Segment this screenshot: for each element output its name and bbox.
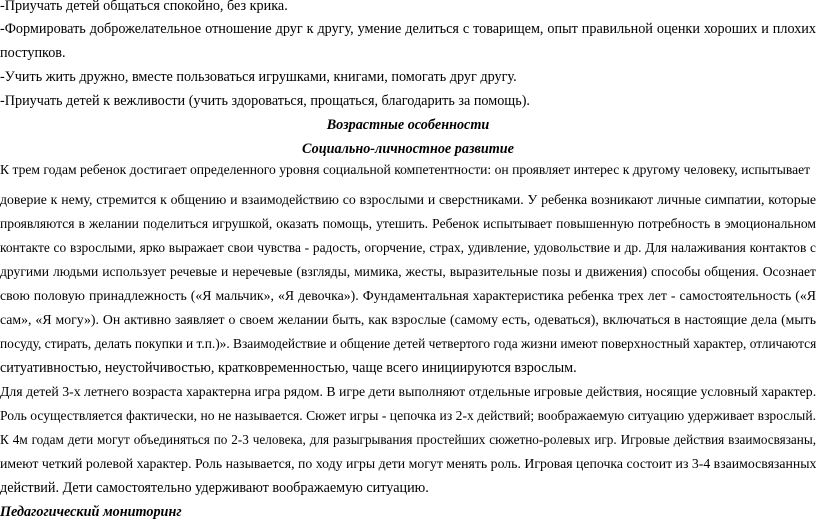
- text-line: поступков.: [0, 45, 66, 61]
- text-line: Роль осуществляется фактически, но не называется. Сюжет игры - цепочка из 2-х действий; воображаемую ситуацию удерживает взрослый.: [0, 408, 816, 423]
- text-line: -Формировать доброжелательное отношение друг к другу, умение делиться с товарищем, опыт правильной оценки хороших и плохих: [0, 21, 816, 37]
- text-line: имеют четкий ролевой характер. Роль называется, по ходу игры дети могут менять роль. Игровая цепочка состоит из 3-4 взаимосвязанных: [0, 456, 816, 471]
- text-line: -Учить жить дружно, вместе пользоваться игрушками, книгами, помогать друг другу.: [0, 69, 517, 85]
- section-heading: Педагогический мониторинг: [0, 504, 182, 520]
- section-heading: Возрастные особенности: [326, 117, 490, 133]
- text-line: свою половую принадлежность («Я мальчик», «Я девочка»). Фундаментальная характеристика ребенка трех лет - самостоятельность («Я: [0, 288, 816, 303]
- text-line: -Приучать детей общаться спокойно, без крика.: [0, 0, 288, 14]
- text-line: проявляются в желании поделиться игрушкой, оказать помощь, утешить. Ребенок испытывает повышенную потребность в эмоциональном: [0, 216, 816, 231]
- text-line: -Приучать детей к вежливости (учить здороваться, прощаться, благодарить за помощь).: [0, 93, 530, 109]
- text-line: действий. Дети самостоятельно удерживают воображаемую ситуацию.: [0, 480, 429, 496]
- text-line: Для детей 3-х летнего возраста характерна игра рядом. В игре дети выполняют отдельные игровые действия, носящие условный характер.: [0, 384, 816, 399]
- text-line: посуду, стирать, делать покупки и т.п.)». Взаимодействие и общение детей четвертого года жизни имеют поверхностный характер, отличаются: [0, 336, 816, 351]
- text-line: контакте со взрослыми, ярко выражает свои чувства - радость, огорчение, страх, удивление, удовольствие и др. Для налаживания контактов с: [0, 240, 816, 255]
- text-line: К 4м годам дети могут объединяться по 2-3 человека, для разыгрывания простейших сюжетно-ролевых игр. Игровые действия взаимосвязаны,: [0, 432, 816, 447]
- section-subheading: Социально-личностное развитие: [302, 141, 514, 157]
- text-line: доверие к нему, стремится к общению и взаимодействию со взрослыми и сверстниками. У ребенка возникают личные симпатии, которые: [0, 192, 816, 207]
- text-line: ситуативностью, неустойчивостью, кратковременностью, чаще всего инициируются взрослым.: [0, 360, 577, 376]
- text-line: К трем годам ребенок достигает определенного уровня социальной компетентности: он проявляет интерес к другому человеку, испытывает: [0, 162, 811, 177]
- text-line: другими людьми использует речевые и неречевые (взгляды, мимика, жесты, выразительные позы и движения) способы общения. Осознает: [0, 264, 816, 279]
- text-line: сам», «Я могу»). Он активно заявляет о своем желании быть, как взрослые (самому есть, одеваться), включаться в настоящие дела (мыть: [0, 312, 816, 327]
